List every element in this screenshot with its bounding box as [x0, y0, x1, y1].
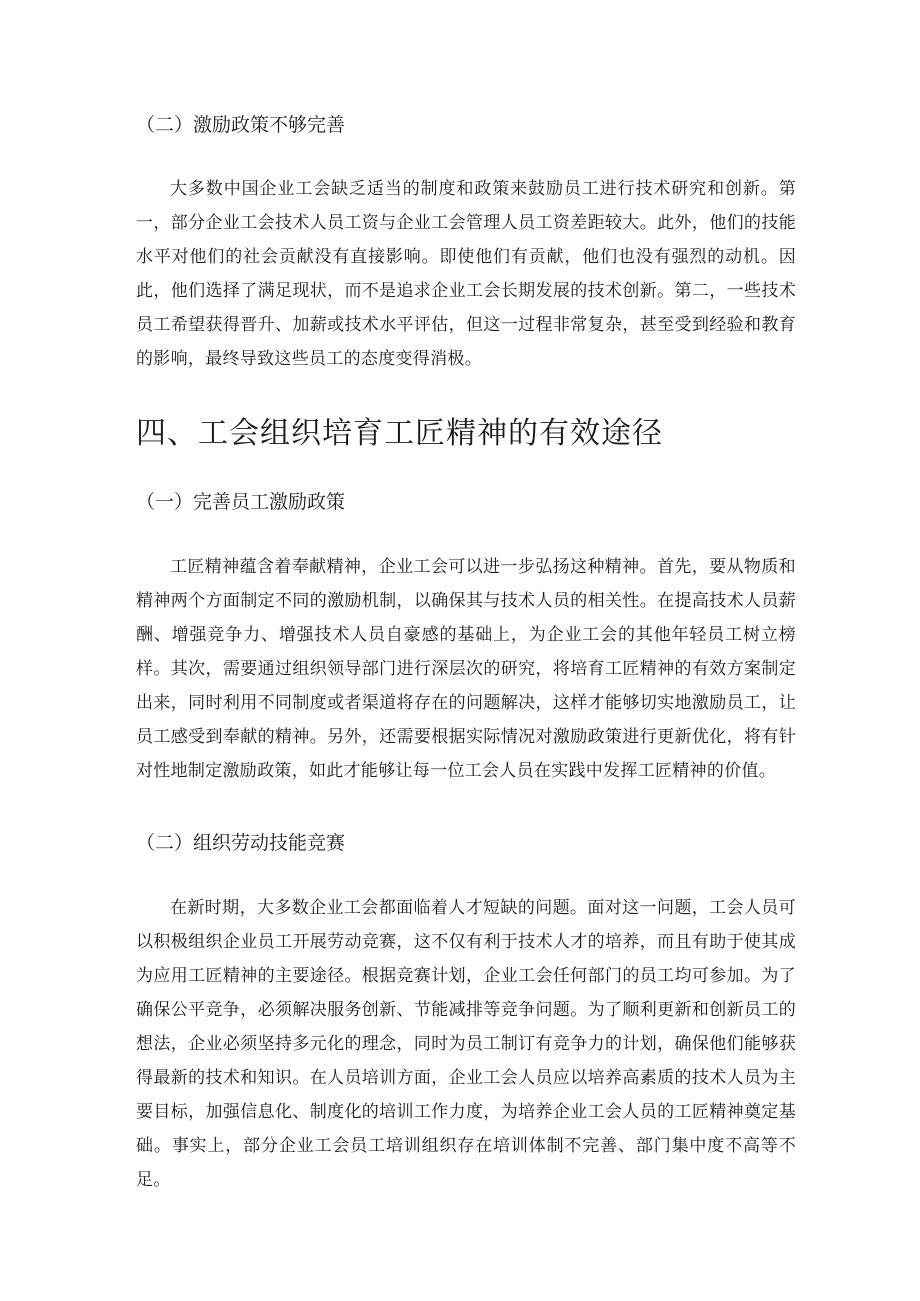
section-heading-improve-incentive-policy: （一）完善员工激励政策	[136, 491, 346, 513]
paragraph-labor-skill-competition: 在新时期，大多数企业工会都面临着人才短缺的问题。面对这一问题，工会人员可以积极组织企业员工开展劳动竞赛，这不仅有利于技术人才的培养，而且有助于使其成为应用工匠精神的主要途径。根据竞赛计划，企业工会任何部门的员工均可参加。为了确保公平竞争，必须解决服务创新、节能减排等竞争问题。为了顺利更新和创新员工的想法，企业必须坚持多元化的理念，同时为员工制订有竞争力的计划，确保他们能够获得最新的技术和知识。在人员培训方面，企业工会人员应以培养高素质的技术人员为主要目标，加强信息化、制度化的培训工作力度，为培养企业工会人员的工匠精神奠定基础。事实上，部分企业工会员工培训组织存在培训体制不完善、部门集中度不高等不足。	[136, 898, 796, 1190]
section-heading-labor-skill-competition: （二）组织劳动技能竞赛	[136, 832, 346, 854]
chapter-heading-effective-approaches: 四、工会组织培育工匠精神的有效途径	[136, 416, 663, 451]
paragraph-improve-incentive-policy: 工匠精神蕴含着奉献精神，企业工会可以进一步弘扬这种精神。首先，要从物质和精神两个方面制定不同的激励机制，以确保其与技术人员的相关性。在提高技术人员薪酬、增强竞争力、增强技术人员自豪感的基础上，为企业工会的其他年轻员工树立榜样。其次，需要通过组织领导部门进行深层次的研究，将培育工匠精神的有效方案制定出来，同时利用不同制度或者渠道将存在的问题解决，这样才能够切实地激励员工，让员工感受到奉献的精神。另外，还需要根据实际情况对激励政策进行更新优化，将有针对性地制定激励政策，如此才能够让每一位工会人员在实践中发挥工匠精神的价值。	[136, 557, 796, 781]
paragraph-incentive-policy-inadequate: 大多数中国企业工会缺乏适当的制度和政策来鼓励员工进行技术研究和创新。第一，部分企业工会技术人员工资与企业工会管理人员工资差距较大。此外，他们的技能水平对他们的社会贡献没有直接影响。即使他们有贡献，他们也没有强烈的动机。因此，他们选择了满足现状，而不是追求企业工会长期发展的技术创新。第二，一些技术员工希望获得晋升、加薪或技术水平评估，但这一过程非常复杂，甚至受到经验和教育的影响，最终导致这些员工的态度变得消极。	[136, 179, 796, 369]
section-heading-incentive-policy-inadequate: （二）激励政策不够完善	[136, 114, 346, 136]
